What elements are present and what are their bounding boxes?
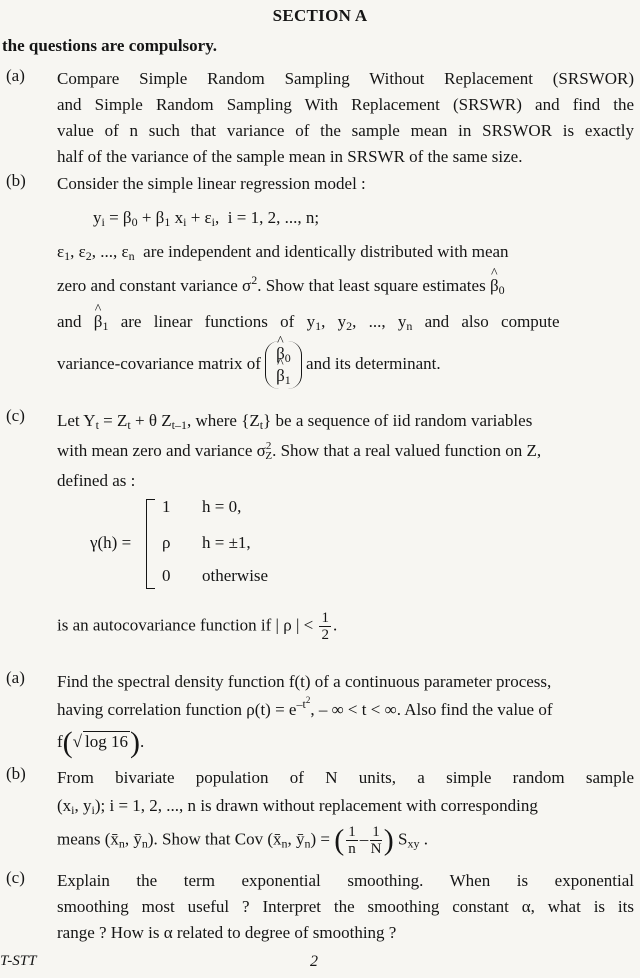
question-body — [57, 406, 634, 496]
case-value: 0 — [162, 566, 171, 585]
question-label: (c) — [6, 868, 25, 887]
text-line: Find the spectral density function f(t) of a continuous parameter process, — [57, 672, 552, 691]
case-value: 1 — [162, 497, 171, 516]
question-label: (a) — [6, 668, 25, 687]
text-line: zero and constant variance $\sigma^2$. Show that least square estimates ^ $\beta_0$ — [57, 273, 634, 299]
text-line: From bivariate population of N units, a simple random sample — [57, 768, 634, 787]
question-label: (b) — [6, 764, 26, 783]
text-line: having correlation function $\rho(t) = e^{-t^2}$, – ∞ < t < ∞. Also find the value of — [57, 695, 553, 719]
case-condition: h = 0, — [202, 497, 242, 516]
fraction: $\frac{1}{N}$ — [370, 824, 382, 857]
text-fragment: } be a sequence of iid random variables — [263, 411, 533, 430]
case-value: ρ — [162, 533, 171, 552]
text-fragment: . Show that a real valued function on Z, — [272, 441, 542, 460]
text-line: value of n such that variance of the sample mean in SRSWOR is exactly — [57, 121, 634, 140]
text-line: Consider the simple linear regression model : — [57, 174, 366, 193]
text-fragment: zero and constant variance σ — [57, 276, 252, 295]
text-line: half of the variance of the sample mean in SRSWR of the same size. — [57, 147, 523, 166]
paper-code: T-STT — [0, 953, 37, 969]
text-fragment: are linear functions of — [120, 312, 295, 331]
left-bracket — [146, 499, 155, 589]
case-row — [162, 497, 242, 517]
regression-model: $y_i = \beta_0 + \beta_1$ $x_i + \varepsilon_i$, i = 1, 2, ..., n; — [93, 208, 320, 229]
question-body — [57, 764, 634, 857]
text-line: Compare Simple Random Sampling Without Replacement (SRSWOR) — [57, 69, 634, 88]
text-fragment: log 16 — [85, 732, 128, 751]
text-fragment: . Show that Cov — [153, 829, 264, 849]
question-body — [57, 668, 634, 760]
text-fragment: is drawn without replacement with corresponding — [200, 796, 538, 815]
text-fragment: , – ∞ < t < ∞. Also find the value of — [310, 700, 553, 719]
question-label: (b) — [6, 171, 26, 190]
text-line: defined as : — [57, 471, 136, 490]
text-fragment: is an autocovariance function if | ρ | < — [57, 615, 314, 635]
text-line — [57, 341, 634, 389]
text-line: range ? How is α related to degree of smoothing ? — [57, 923, 397, 942]
text-fragment: are independent and identically distributed with mean — [143, 242, 509, 261]
text-line: f(√ log 16). — [57, 726, 145, 760]
estimator-vector: ^ $\beta_0$ ^ $\beta_1$ — [265, 341, 302, 389]
instruction: the questions are compulsory. — [2, 36, 218, 55]
text-fragment: with mean zero and variance σ — [57, 441, 266, 460]
question-body — [57, 610, 634, 643]
text-line: and ^ $\beta_1$ are linear functions of $y_1$, $y_2$, ..., $y_n$ and also compute — [57, 309, 634, 335]
fraction: $\frac{1}{n}$ — [348, 824, 356, 857]
question-body — [57, 868, 634, 946]
question-label: (c) — [6, 406, 25, 425]
text-fragment: . Show that least square estimates — [257, 276, 486, 295]
text-line: ($x_i$, $y_i$); i = 1, 2, ..., n is drawn without replacement with corresponding — [57, 796, 538, 817]
text-fragment: where {Z — [195, 411, 260, 430]
function-name: γ(h) = — [90, 533, 132, 552]
text-line: means ($x̄_n$, $ȳ_n$). Show that Cov ($x̄_n$, $ȳ_n$) = ( $\frac{1}{n}$ – $\frac{1}{N}$ ) $S_{xy}$ . — [57, 823, 428, 857]
text-line: Explain the term exponential smoothing. When is exponential — [57, 871, 634, 890]
text-fragment: having correlation function ρ(t) = e — [57, 700, 297, 719]
text-fragment: and also compute — [424, 312, 560, 331]
case-condition: h = ±1, — [202, 533, 251, 552]
text-line: and Simple Random Sampling With Replacement (SRSWR) and find the — [57, 95, 634, 114]
text-fragment: and — [57, 312, 82, 331]
text-fragment: variance-covariance matrix of — [57, 353, 261, 373]
text-line: is an autocovariance function if | ρ | < $\frac{1}{2}$ . — [57, 610, 338, 643]
text-fragment: means — [57, 829, 101, 849]
question-body — [57, 171, 634, 389]
text-line: Let $Y_t = Z_t + \theta$ $Z_{t-1}$, where $\{Z_t\}$ be a sequence of iid random variables — [57, 411, 533, 432]
page-number: 2 — [310, 953, 318, 970]
text-fragment: and its determinant. — [306, 353, 441, 373]
fraction: $\frac{1}{2}$ — [321, 610, 329, 643]
case-condition: otherwise — [202, 566, 269, 585]
question-label: (a) — [6, 66, 25, 85]
text-fragment: f — [57, 732, 63, 751]
case-row — [162, 566, 269, 586]
question-body — [57, 66, 634, 170]
text-line: smoothing most useful ? Interpret the smoothing constant α, what is its — [57, 897, 634, 916]
text-fragment: Let — [57, 411, 80, 430]
text-line: with mean zero and variance $\sigma^2_Z$. Show that a real valued function on Z, — [57, 440, 542, 462]
text-line: $\varepsilon_1$, $\varepsilon_2$, ..., $\varepsilon_n$ are independent and identically distributed with mean — [57, 242, 509, 263]
section-title: SECTION A — [272, 6, 368, 25]
case-row — [162, 533, 251, 553]
